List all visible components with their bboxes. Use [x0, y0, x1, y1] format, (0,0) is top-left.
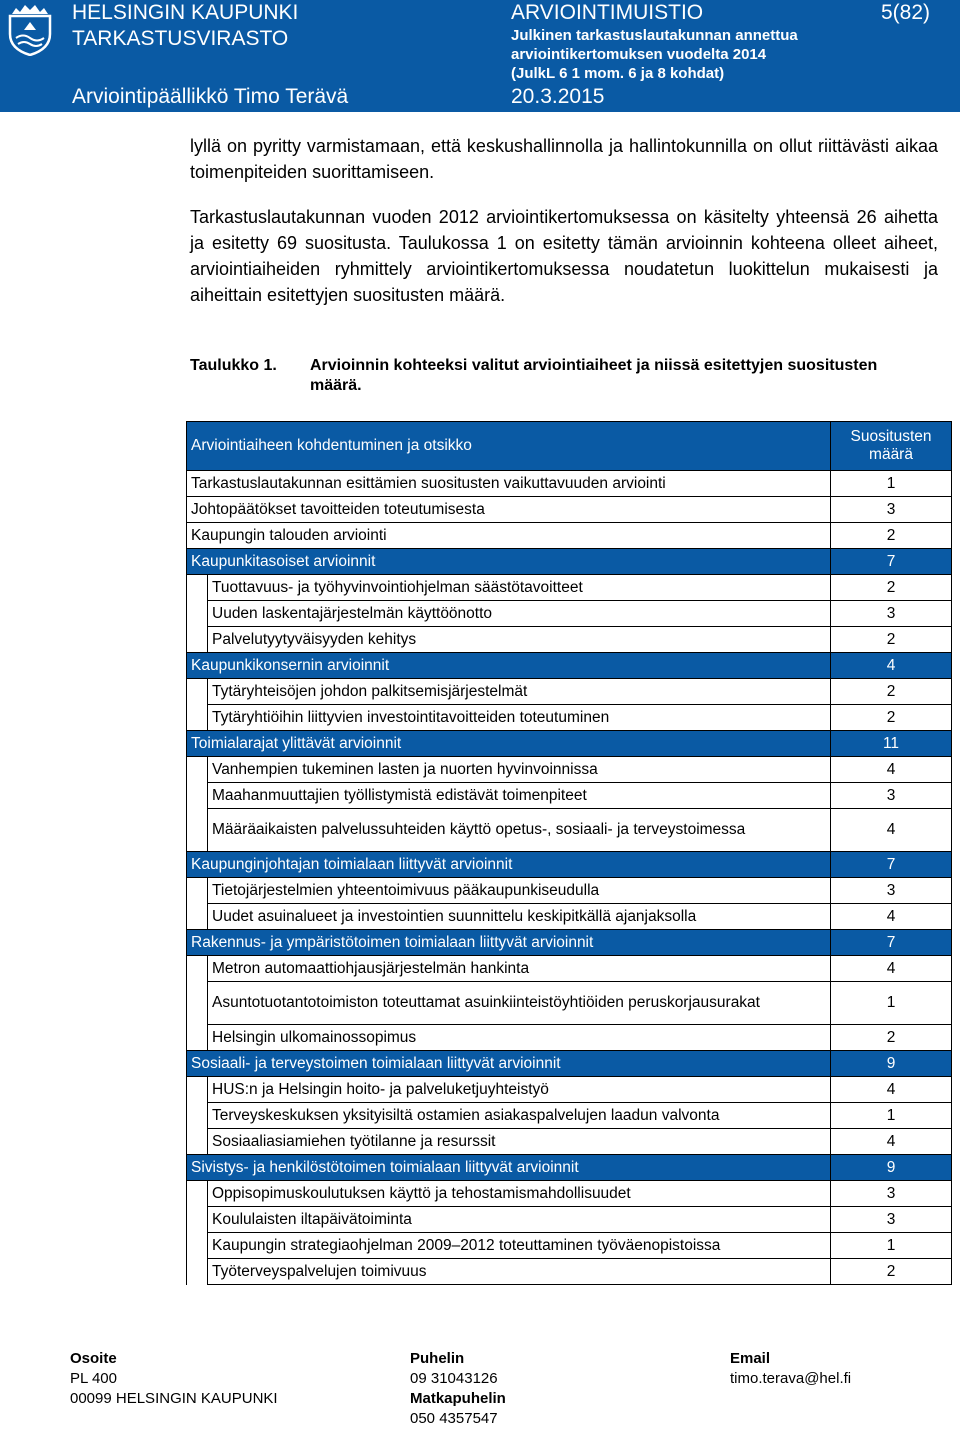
row-count: 2: [831, 523, 952, 549]
row-count: 4: [831, 757, 952, 783]
row-count: 3: [831, 1181, 952, 1207]
row-indent: [187, 1103, 208, 1129]
page-footer: [0, 1343, 960, 1427]
row-count: 4: [831, 1077, 952, 1103]
row-title: Asuntotuotantotoimiston toteuttamat asuinkiinteistöyhtiöiden peruskorjausurakat: [208, 982, 831, 1025]
row-count: 4: [831, 1129, 952, 1155]
address-line-2: 00099 HELSINGIN KAUPUNKI: [70, 1390, 278, 1407]
subtopic-row: [187, 679, 952, 705]
row-count: 2: [831, 679, 952, 705]
phone-number: 09 31043126: [410, 1370, 498, 1387]
row-title: Palvelutyytyväisyyden kehitys: [208, 627, 831, 653]
subtopic-row: [187, 1025, 952, 1051]
row-indent: [187, 679, 208, 705]
row-count: 4: [831, 956, 952, 982]
row-count: 3: [831, 1207, 952, 1233]
row-indent: [187, 1025, 208, 1051]
address-line-1: PL 400: [70, 1370, 117, 1387]
row-count: 4: [831, 809, 952, 852]
subtopic-row: [187, 757, 952, 783]
address-label: Osoite: [70, 1350, 117, 1367]
row-title: Metron automaattiohjausjärjestelmän hankinta: [208, 956, 831, 982]
row-count: 9: [831, 1051, 952, 1077]
row-title: Uudet asuinalueet ja investointien suunnittelu keskipitkällä ajanjaksolla: [208, 904, 831, 930]
row-count: 1: [831, 1103, 952, 1129]
paragraph-1: lyllä on pyritty varmistamaan, että keskushallinnolla ja hallintokunnilla on ollut riittävästi aikaa toimenpiteiden suorittamiseen.: [190, 136, 938, 182]
subtopic-row: [187, 1259, 952, 1285]
row-indent: [187, 1181, 208, 1207]
subtopic-row: [187, 705, 952, 731]
row-title: Kaupungin talouden arviointi: [187, 523, 831, 549]
row-indent: [187, 878, 208, 904]
category-row: [187, 930, 952, 956]
email-label: Email: [730, 1350, 771, 1367]
row-title: Määräaikaisten palvelussuhteiden käyttö opetus-, sosiaali- ja terveystoimessa: [208, 809, 831, 852]
row-count: 7: [831, 930, 952, 956]
publicity-note-2: arviointikertomuksen vuodelta 2014: [511, 46, 767, 63]
row-count: 2: [831, 575, 952, 601]
row-indent: [187, 956, 208, 982]
row-count: 2: [831, 705, 952, 731]
category-row: [187, 852, 952, 878]
row-title: Sosiaaliasiamiehen työtilanne ja resurssit: [208, 1129, 831, 1155]
phone-label: Puhelin: [410, 1350, 465, 1367]
row-title: Uuden laskentajärjestelmän käyttöönotto: [208, 601, 831, 627]
topic-row: [187, 497, 952, 523]
row-count: 3: [831, 497, 952, 523]
publicity-note-3: (JulkL 6 1 mom. 6 ja 8 kohdat): [511, 65, 725, 82]
row-title: Vanhempien tukeminen lasten ja nuorten hyvinvoinnissa: [208, 757, 831, 783]
row-indent: [187, 627, 208, 653]
subtopic-row: [187, 601, 952, 627]
row-title: Rakennus- ja ympäristötoimen toimialaan liittyvät arvioinnit: [187, 930, 831, 956]
row-count: 1: [831, 471, 952, 497]
row-indent: [187, 783, 208, 809]
subtopic-row: [187, 956, 952, 982]
caption-label: Taulukko 1.: [190, 357, 277, 374]
row-count: 2: [831, 1259, 952, 1285]
row-indent: [187, 809, 208, 852]
row-title: Terveyskeskuksen yksityisiltä ostamien asiakaspalvelujen laadun valvonta: [208, 1103, 831, 1129]
row-title: Kaupunginjohtajan toimialaan liittyvät arvioinnit: [187, 852, 831, 878]
row-count: 7: [831, 549, 952, 575]
paragraph-2: Tarkastuslautakunnan vuoden 2012 arviointikertomuksessa on käsitelty yhteensä 26 aihetta ja esitetty 69 suositusta. Taulukossa 1 on esitetty tämän arvioinnin kohteena olleet aiheet, arviointiaiheiden ryhmittely arviointikertomuksessa noudatetun luokittelun mukaisesti ja aiheittain esitettyjen suositusten määrä.: [190, 207, 938, 305]
row-title: Maahanmuuttajien työllistymistä edistävät toimenpiteet: [208, 783, 831, 809]
subtopic-row: [187, 904, 952, 930]
row-count: 9: [831, 1155, 952, 1181]
row-indent: [187, 1207, 208, 1233]
document-type: ARVIOINTIMUISTIO: [511, 1, 704, 24]
organization-name: [72, 0, 298, 52]
mobile-label: Matkapuhelin: [410, 1390, 506, 1407]
row-title: Toimialarajat ylittävät arvioinnit: [187, 731, 831, 757]
subtopic-row: [187, 809, 952, 852]
author: Arviointipäällikkö Timo Terävä: [72, 85, 349, 108]
row-count: 2: [831, 1025, 952, 1051]
row-title: Koululaisten iltapäivätoiminta: [208, 1207, 831, 1233]
row-title: Tietojärjestelmien yhteentoimivuus pääkaupunkiseudulla: [208, 878, 831, 904]
page-number: 5(82): [880, 1, 930, 24]
row-title: Kaupunkikonsernin arvioinnit: [187, 653, 831, 679]
row-title: Sosiaali- ja terveystoimen toimialaan liittyvät arvioinnit: [187, 1051, 831, 1077]
row-indent: [187, 1233, 208, 1259]
row-indent: [187, 601, 208, 627]
row-indent: [187, 575, 208, 601]
row-indent: [187, 1259, 208, 1285]
row-count: 7: [831, 852, 952, 878]
subtopic-row: [187, 783, 952, 809]
row-title: Tytäryhtiöihin liittyvien investointitavoitteiden toteutuminen: [208, 705, 831, 731]
page-header: [0, 0, 960, 112]
category-row: [187, 549, 952, 575]
subtopic-row: [187, 878, 952, 904]
footer-address: [70, 1349, 278, 1409]
table-header-row: [187, 422, 952, 471]
row-indent: [187, 982, 208, 1025]
table-caption: [190, 356, 938, 394]
caption-title: Arvioinnin kohteeksi valitut arviointiaiheet ja niissä esitettyjen suositusten määrä.: [310, 357, 878, 394]
row-indent: [187, 1129, 208, 1155]
subtopic-row: [187, 1233, 952, 1259]
row-count: 1: [831, 1233, 952, 1259]
row-title: Johtopäätökset tavoitteiden toteutumisesta: [187, 497, 831, 523]
row-count: 4: [831, 653, 952, 679]
header-topic: Arviointiaiheen kohdentuminen ja otsikko: [187, 422, 831, 471]
mobile-number: 050 4357547: [410, 1410, 498, 1427]
subtopic-row: [187, 575, 952, 601]
subtopic-row: [187, 1207, 952, 1233]
row-title: HUS:n ja Helsingin hoito- ja palveluketjuyhteistyö: [208, 1077, 831, 1103]
subtopic-row: [187, 1181, 952, 1207]
row-indent: [187, 705, 208, 731]
row-indent: [187, 904, 208, 930]
org-line-2: TARKASTUSVIRASTO: [72, 27, 289, 50]
document-meta: [511, 0, 798, 83]
row-count: 3: [831, 878, 952, 904]
category-row: [187, 1051, 952, 1077]
row-title: Sivistys- ja henkilöstötoimen toimialaan liittyvät arvioinnit: [187, 1155, 831, 1181]
row-count: 2: [831, 627, 952, 653]
topic-row: [187, 523, 952, 549]
category-row: [187, 1155, 952, 1181]
row-indent: [187, 1077, 208, 1103]
row-title: Oppisopimuskoulutuksen käyttö ja tehostamismahdollisuudet: [208, 1181, 831, 1207]
row-indent: [187, 757, 208, 783]
org-line-1: HELSINGIN KAUPUNKI: [72, 1, 299, 24]
row-title: Tytäryhteisöjen johdon palkitsemisjärjestelmät: [208, 679, 831, 705]
subtopic-row: [187, 627, 952, 653]
category-row: [187, 731, 952, 757]
document-date: 20.3.2015: [511, 85, 605, 108]
row-count: 3: [831, 601, 952, 627]
row-count: 4: [831, 904, 952, 930]
publicity-note-1: Julkinen tarkastuslautakunnan annettua: [511, 27, 798, 44]
row-title: Työterveyspalvelujen toimivuus: [208, 1259, 831, 1285]
category-row: [187, 653, 952, 679]
topic-row: [187, 471, 952, 497]
row-title: Tuottavuus- ja työhyvinvointiohjelman säästötavoitteet: [208, 575, 831, 601]
subtopic-row: [187, 982, 952, 1025]
row-title: Kaupunkitasoiset arvioinnit: [187, 549, 831, 575]
row-count: 11: [831, 731, 952, 757]
row-title: Helsingin ulkomainossopimus: [208, 1025, 831, 1051]
subtopic-row: [187, 1103, 952, 1129]
helsinki-crest-icon: [2, 2, 58, 56]
row-title: Tarkastuslautakunnan esittämien suositusten vaikuttavuuden arviointi: [187, 471, 831, 497]
header-count: Suositusten määrä: [831, 422, 952, 471]
row-title: Kaupungin strategiaohjelman 2009–2012 toteuttaminen työväenopistoissa: [208, 1233, 831, 1259]
subtopic-row: [187, 1129, 952, 1155]
footer-email: [730, 1349, 851, 1389]
email-address: timo.terava@hel.fi: [730, 1370, 852, 1387]
footer-phone: [410, 1349, 506, 1429]
row-count: 3: [831, 783, 952, 809]
topics-table: [186, 421, 952, 1285]
row-count: 1: [831, 982, 952, 1025]
subtopic-row: [187, 1077, 952, 1103]
